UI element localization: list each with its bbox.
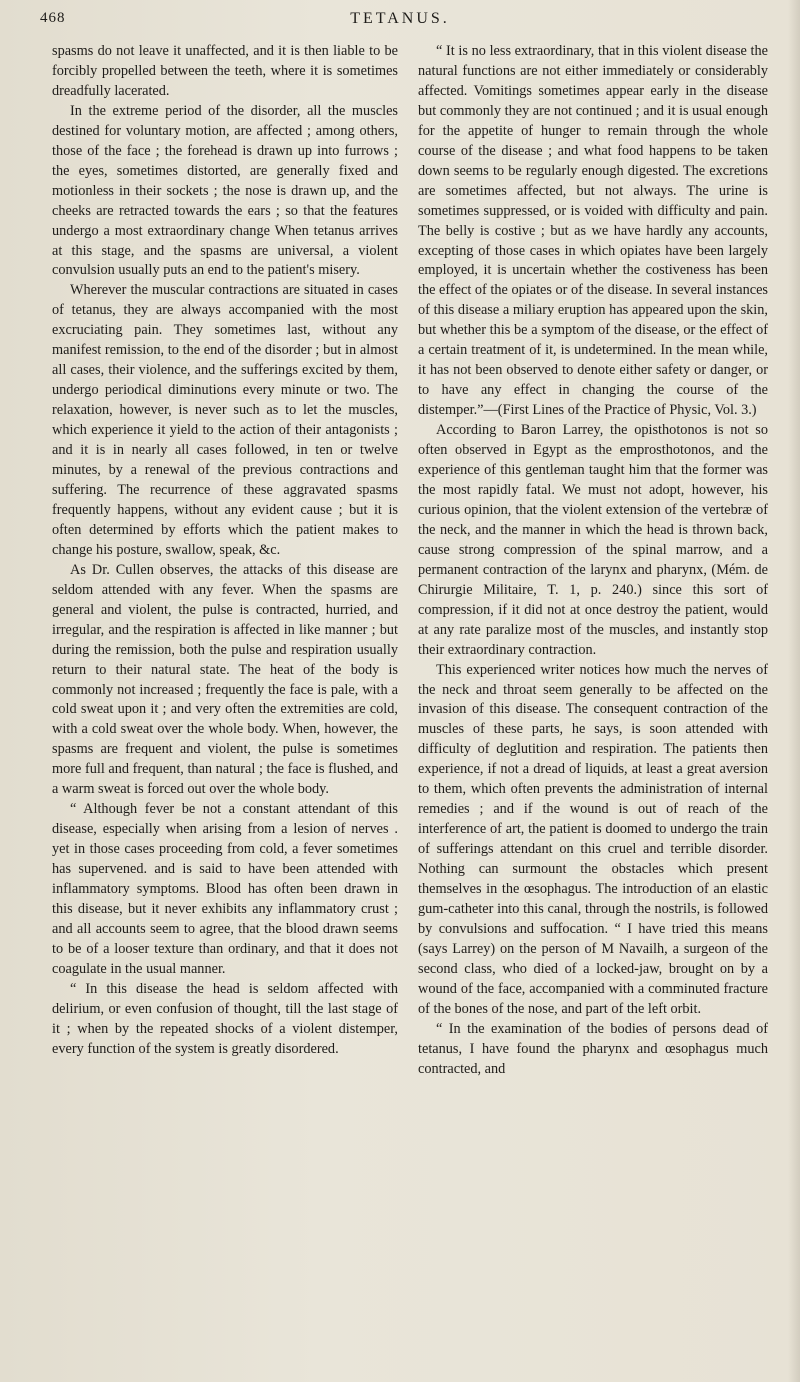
right-column — [418, 42, 768, 1080]
paragraph: As Dr. Cullen observes, the attacks of this disease are seldom attended with any fever. When the spasms are general and violent, the pulse is contracted, hurried, and irregular, and the respiration is affected in like manner ; but during the remission, both the pulse and respiration usually return to their natural state. The heat of the body is commonly not increased ; frequently the face is pale, with a cold sweat upon it ; and very often the extremities are cold, with a cold sweat over the whole body. When, however, the spasms are frequent and violent, the pulse is sometimes more full and frequent, than natural ; the face is flushed, and a warm sweat is forced out over the whole body. — [52, 561, 398, 798]
page-edge-shadow — [788, 0, 800, 1382]
paragraph: This experienced writer notices how much the nerves of the neck and throat seem generally to be affected on the invasion of this disease. The consequent contraction of the muscles of these parts, he says, is soon attended with difficulty of deglutition and respiration. The patients then experience, if not a dread of liquids, at least a great aversion to them, which often prevents the administration of internal remedies ; and if the wound is out of reach of the interference of art, the patient is doomed to undergo the train of sufferings attendant on this cruel and terrible disorder. Nothing can surmount the obstacles which present themselves in the œsophagus. The introduction of an elastic gum-catheter into this canal, through the nostrils, is followed by convulsions and suffocation. “ I have tried this means (says Larrey) on the person of M Navailh, a surgeon of the second class, who died of a locked-jaw, brought on by a wound of the face, accompanied with a comminuted fracture of the bones of the nose, and part of the left orbit. — [418, 661, 768, 1017]
paragraph: “ In the examination of the bodies of persons dead of tetanus, I have found the pharynx and œsophagus much contracted, and — [418, 1020, 768, 1077]
left-column — [52, 42, 398, 1060]
paragraph: In the extreme period of the disorder, all the muscles destined for voluntary motion, are affected ; among others, those of the face ; the forehead is drawn up into furrows ; the eyes, sometimes distorted, are generally fixed and motionless in their sockets ; the nose is drawn up, and the cheeks are retracted towards the ears ; so that the features undergo a most extraordinary change When tetanus arrives at this stage, and the spasms are universal, a violent convulsion usually puts an end to the patient's misery. — [52, 102, 398, 279]
paragraph: “ It is no less extraordinary, that in this violent disease the natural functions are not either immediately or considerably affected. Vomitings sometimes appear early in the disease but commonly they are not continued ; and it is usual enough for the appetite of hunger to remain through the whole course of the disease ; and what food happens to be taken down seems to be regularly enough digested. The excretions are sometimes affected, but not always. The urine is sometimes suppressed, or is voided with difficulty and pain. The belly is costive ; but as we have hardly any accounts, excepting of those cases in which opiates have been largely employed, it is uncertain whether the costiveness has been the effect of the opiates or of the disease. In several instances of this disease a miliary eruption has appeared upon the skin, but whether this be a symptom of the disease, or the effect of a certain treatment of it, is undetermined. In the mean while, it has not been observed to denote either safety or danger, or to have any effect in changing the course of the distemper.”—(First Lines of the Practice of Physic, Vol. 3.) — [418, 43, 768, 419]
paragraph: “ Although fever be not a constant attendant of this disease, especially when arising from a lesion of nerves . yet in those cases proceeding from cold, a fever sometimes has supervened. and is said to have been attended with inflammatory symptoms. Blood has often been drawn in this disease, but it never exhibits any inflammatory crust ; and all accounts seem to agree, that the blood drawn seems to be of a looser texture than ordinary, and that it does not coagulate in the usual manner. — [52, 801, 398, 977]
running-head — [0, 10, 800, 34]
page-number: 468 — [40, 10, 66, 26]
running-title: TETANUS. — [350, 10, 450, 27]
paragraph: “ In this disease the head is seldom affected with delirium, or even confusion of thought, till the last stage of it ; when by the repeated shocks of a violent distemper, every function of the system is greatly disordered. — [52, 980, 398, 1057]
paragraph: Wherever the muscular contractions are situated in cases of tetanus, they are always accompanied with the most excruciating pain. They sometimes last, without any manifest remission, to the end of the disorder ; but in almost all cases, their violence, and the sufferings excited by them, undergo periodical diminutions every minute or two. The relaxation, however, is never such as to let the muscles, which experience it yield to the action of their antagonists ; and it is in nearly all cases followed, in ten or twelve minutes, by a renewal of the previous contractions and suffering. The recurrence of these aggravated spasms frequently happens, without any evident cause ; but it is often determined by efforts which the patient makes to change his posture, swallow, speak, &c. — [52, 282, 398, 558]
paragraph: According to Baron Larrey, the opisthotonos is not so often observed in Egypt as the emprosthotonos, and the experience of this gentleman taught him that the former was the most rapidly fatal. We must not adopt, however, his curious opinion, that the violent extension of the vertebræ of the neck, and the manner in which the head is thrown back, cause strong compression of the spinal marrow, and a permanent contraction of the larynx and pharynx, (Mém. de Chirurgie Militaire, T. 1, p. 240.) since this sort of compression, if it did not at once destroy the patient, would at any rate paralize most of the muscles, and instantly stop their extraordinary contraction. — [418, 422, 768, 658]
paragraph: spasms do not leave it unaffected, and it is then liable to be forcibly propelled between the teeth, where it is sometimes dreadfully lacerated. — [52, 43, 398, 99]
